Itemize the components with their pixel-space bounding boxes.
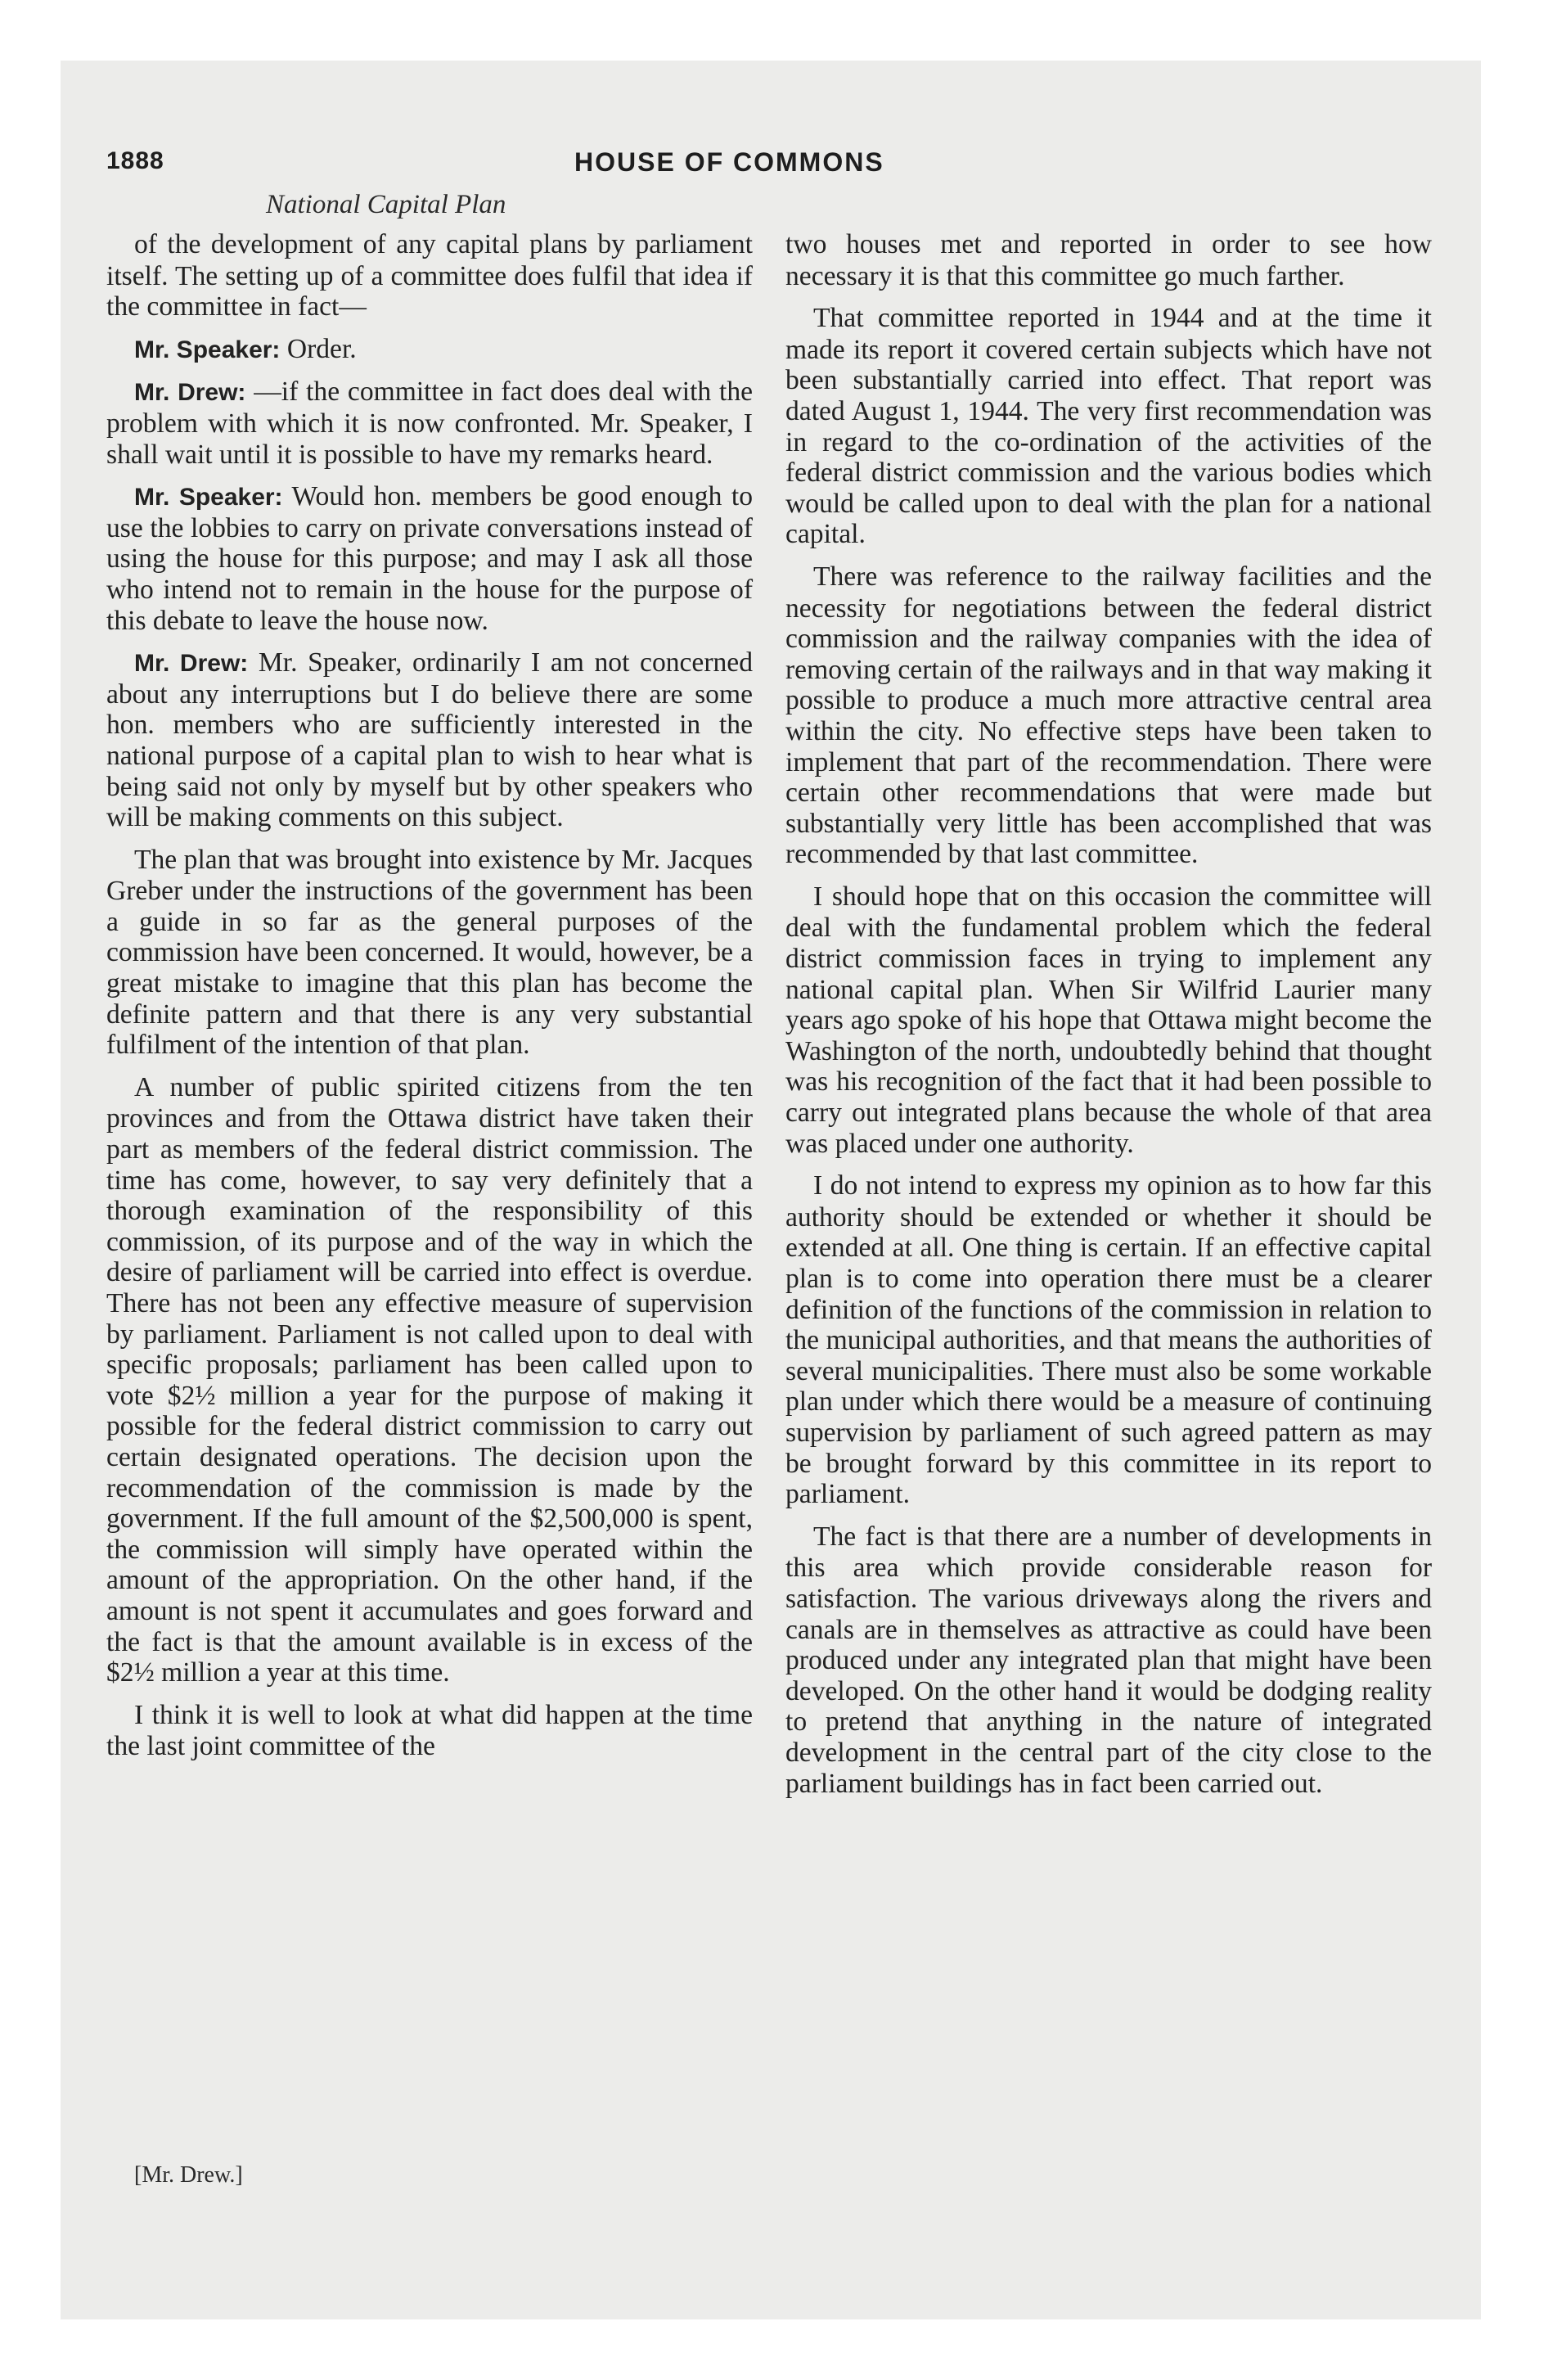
- paragraph-text: I do not intend to express my opinion as to how far this authority should be extended or whether it should be extended at all. One thing is certain. If an effective capital plan is to come into operation there must be a clearer definition of the functions of the commission in relation to the municipal authorities, and that means the authorities of several municipalities. There must also be some workable plan under which there would be a measure of continuing supervision by parliament of such agreed pattern as may be brought forward by this committee in its report to parliament.: [785, 1170, 1432, 1510]
- page-content: [106, 147, 1440, 1799]
- paragraph: [106, 229, 753, 322]
- paragraph: [106, 1072, 753, 1688]
- paragraph: [785, 1521, 1432, 1799]
- speaker-name: Mr. Speaker:: [134, 484, 283, 512]
- left-column: [106, 229, 753, 1774]
- paragraph: [106, 376, 753, 470]
- right-column: [785, 229, 1432, 1810]
- footer-speaker-note: [Mr. Drew.]: [134, 2162, 243, 2188]
- paragraph: [106, 1700, 753, 1762]
- paragraph: [785, 1170, 1432, 1510]
- speaker-name: Mr. Drew:: [134, 379, 246, 407]
- paragraph: [785, 561, 1432, 870]
- section-subtitle: National Capital Plan: [266, 190, 506, 219]
- speaker-name: Mr. Speaker:: [134, 336, 281, 363]
- paragraph-text: A number of public spirited citizens from the ten provinces and from the Ottawa district have taken their part as members of the federal district commission. The time has come, however, to say very definitely that a thorough examination of the responsibility of this commission, of its purpose and of the way in which the desire of parliament will be carried into effect is overdue. There has not been any effective measure of supervision by parliament. Parliament is not called upon to deal with specific proposals; parliament has been called upon to vote $2½ million a year for the purpose of making it possible for the federal district commission to carry out certain designated operations. The decision upon the recommendation of the commission is made by the government. If the full amount of the $2,500,000 is spent, the commission will simply have operated within the amount of the appropriation. On the other hand, if the amount is not spent it accumulates and goes forward and the fact is that the amount available is in excess of the $2½ million a year at this time.: [106, 1071, 753, 1688]
- page-header: [106, 147, 1440, 219]
- paragraph-text: —if the committee in fact does deal with the problem with which it is now confronted. Mr. Speaker, I shall wait until it is possible to have my remarks heard.: [106, 376, 754, 470]
- paragraph: [785, 303, 1432, 550]
- paragraph: [106, 647, 753, 833]
- paragraph-text: I think it is well to look at what did happen at the time the last joint committee of the: [106, 1699, 753, 1762]
- paragraph-text: Order.: [280, 333, 357, 364]
- paragraph: [785, 229, 1432, 291]
- page-number: 1888: [106, 147, 164, 174]
- paragraph-text: I should hope that on this occasion the committee will deal with the fundamental problem which the federal district commission faces in trying to implement any national capital plan. When Sir Wilfrid Laurier many years ago spoke of his hope that Ottawa might become the Washington of the north, undoubtedly behind that thought was his recognition of the fact that it had been possible to carry out integrated plans because the whole of that area was placed under one authority.: [785, 881, 1432, 1159]
- paragraph-text: There was reference to the railway facilities and the necessity for negotiations between the federal district commission and the railway companies with the idea of removing certain of the railways and in that way making it possible to produce a much more attractive central area within the city. No effective steps have been taken to implement that part of the recommendation. There were certain other recommendations that were made but substantially very little has been accomplished that was recommended by that last committee.: [785, 561, 1432, 870]
- paragraph: [785, 881, 1432, 1159]
- paragraph-text: The fact is that there are a number of developments in this area which provide considerable reason for satisfaction. The various driveways along the rivers and canals are in themselves as attractive as could have been produced under any integrated plan that might have been developed. On the other hand it would be dodging reality to pretend that anything in the nature of integrated development in the central part of the city close to the parliament buildings has in fact been carried out.: [785, 1521, 1432, 1799]
- paragraph-text: two houses met and reported in order to see how necessary it is that this committee go much farther.: [785, 229, 1432, 291]
- paragraph-text: Would hon. members be good enough to use the lobbies to carry on private conversations instead of using the house for this purpose; and may I ask all those who intend not to remain in the house for the purpose of this debate to leave the house now.: [106, 481, 754, 636]
- paragraph-text: The plan that was brought into existence by Mr. Jacques Greber under the instructions of the government has been a guide in so far as the general purposes of the commission have been concerned. It would, however, be a great mistake to imagine that this plan has become the definite pattern and that there is any very substantial fulfilment of the intention of that plan.: [106, 844, 753, 1061]
- paragraph-text: Mr. Speaker, ordinarily I am not concerned about any interruptions but I do believe there are some hon. members who are sufficiently interested in the national purpose of a capital plan to wish to hear what is being said not only by myself but by other speakers who will be making comments on this subject.: [106, 647, 753, 833]
- speaker-name: Mr. Drew:: [134, 650, 249, 678]
- paragraph: [106, 845, 753, 1061]
- paragraph-text: of the development of any capital plans by parliament itself. The setting up of a committee does fulfil that idea if the committee in fact—: [106, 229, 753, 322]
- paragraph: [106, 481, 753, 636]
- running-title: HOUSE OF COMMONS: [574, 147, 884, 177]
- paragraph-text: That committee reported in 1944 and at the time it made its report it covered certain subjects which have not been substantially carried into effect. That report was dated August 1, 1944. The very first recommendation was in regard to the co-ordination of the activities of the federal district commission and the various bodies which would be called upon to deal with the plan for a national capital.: [785, 303, 1432, 550]
- paragraph: [106, 334, 753, 366]
